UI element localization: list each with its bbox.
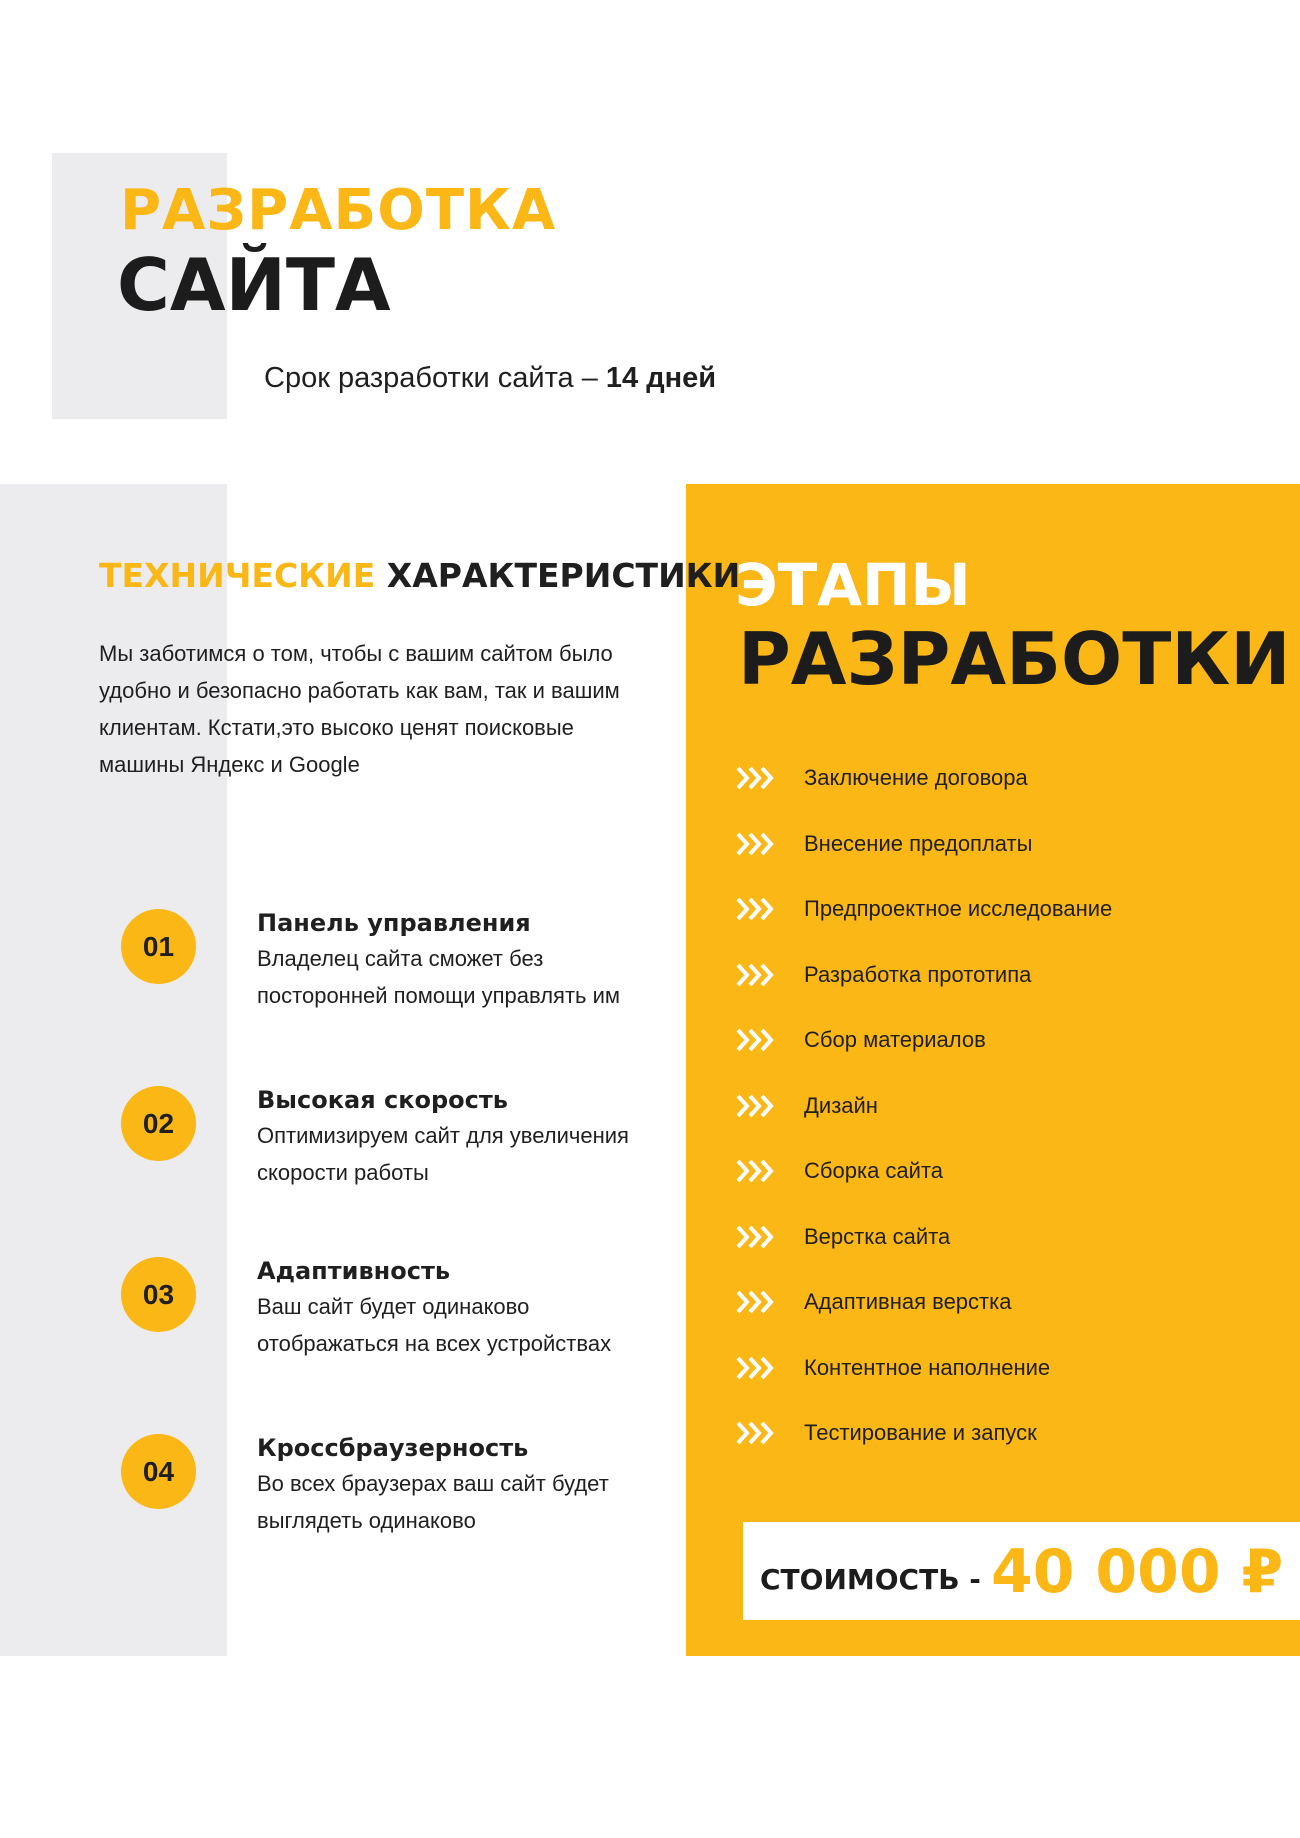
stage-label: Контентное наполнение xyxy=(804,1354,1051,1380)
stage-item xyxy=(735,758,1028,798)
feature-item xyxy=(0,1431,660,1551)
triple-chevron-icon xyxy=(735,1355,777,1381)
stage-label: Сбор материалов xyxy=(804,1027,986,1052)
stage-item xyxy=(735,1086,878,1126)
stage-item xyxy=(735,1151,943,1191)
stages-title-line1: ЭТАПЫ xyxy=(735,551,971,619)
feature-item xyxy=(0,1254,660,1374)
stage-label: Заключение договора xyxy=(804,765,1028,790)
stage-label: Тестирование и запуск xyxy=(804,1420,1037,1445)
triple-chevron-icon xyxy=(735,1093,777,1119)
page-title-line1: РАЗРАБОТКА xyxy=(120,178,557,243)
triple-chevron-icon xyxy=(735,1158,777,1184)
triple-chevron-icon xyxy=(735,1289,777,1315)
price-label: СТОИМОСТЬ - xyxy=(760,1563,981,1596)
feature-text: Оптимизируем сайт для увеличения скорости работы xyxy=(257,1123,629,1185)
feature-item xyxy=(0,906,660,1026)
tech-title-dark: ХАРАКТЕРИСТИКИ xyxy=(386,556,741,595)
stage-label: Сборка сайта xyxy=(804,1158,944,1183)
stage-item xyxy=(735,1217,950,1257)
triple-chevron-icon xyxy=(735,831,777,857)
triple-chevron-icon xyxy=(735,1027,777,1053)
feature-title: Кроссбраузерность xyxy=(257,1434,529,1462)
stage-label: Внесение предоплаты xyxy=(804,830,1033,856)
stage-item xyxy=(735,955,1031,995)
tech-section-title xyxy=(99,556,740,596)
stage-item xyxy=(735,1020,986,1060)
feature-title: Панель управления xyxy=(257,909,531,937)
stage-item xyxy=(735,1348,1050,1388)
stage-item xyxy=(735,889,1112,929)
triple-chevron-icon xyxy=(735,765,777,791)
stage-label: Адаптивная верстка xyxy=(804,1289,1012,1314)
stage-label: Предпроектное исследование xyxy=(804,896,1113,921)
feature-number-badge: 02 xyxy=(121,1086,196,1161)
feature-text: Владелец сайта сможет без посторонней помощи управлять им xyxy=(257,946,621,1008)
page-title-line2: САЙТА xyxy=(117,243,391,327)
feature-number-badge: 03 xyxy=(121,1257,196,1332)
feature-number-badge: 01 xyxy=(121,909,196,984)
deadline-value: 14 дней xyxy=(605,362,717,394)
price-box xyxy=(743,1522,1300,1620)
triple-chevron-icon xyxy=(735,962,777,988)
tech-description: Мы заботимся о том, чтобы с вашим сайтом было удобно и безопасно работать как вам, так и вашим клиентам. Кстати,это высоко ценят поисковые машины Яндекс и Google xyxy=(99,641,620,777)
stage-label: Дизайн xyxy=(804,1092,878,1118)
triple-chevron-icon xyxy=(735,1224,777,1250)
stage-item xyxy=(735,1282,1011,1322)
stage-item xyxy=(735,824,1032,864)
tech-title-accent: ТЕХНИЧЕСКИЕ xyxy=(99,556,376,595)
stage-label: Верстка сайта xyxy=(804,1223,951,1249)
feature-text: Во всех браузерах ваш сайт будет выглядеть одинаково xyxy=(257,1471,609,1533)
feature-number-badge: 04 xyxy=(121,1434,196,1509)
deadline-text xyxy=(264,360,716,396)
feature-item xyxy=(0,1083,660,1203)
stage-label: Разработка прототипа xyxy=(804,961,1032,987)
feature-title: Адаптивность xyxy=(257,1257,451,1285)
stages-title-line2: РАЗРАБОТКИ xyxy=(738,617,1291,701)
price-value: 40 000 ₽ xyxy=(991,1537,1284,1607)
triple-chevron-icon xyxy=(735,1420,777,1446)
deadline-prefix: Срок разработки сайта – xyxy=(264,362,606,394)
stage-item xyxy=(735,1413,1037,1453)
feature-title: Высокая скорость xyxy=(257,1086,508,1114)
triple-chevron-icon xyxy=(735,896,777,922)
feature-text: Ваш сайт будет одинаково отображаться на всех устройствах xyxy=(257,1294,612,1356)
